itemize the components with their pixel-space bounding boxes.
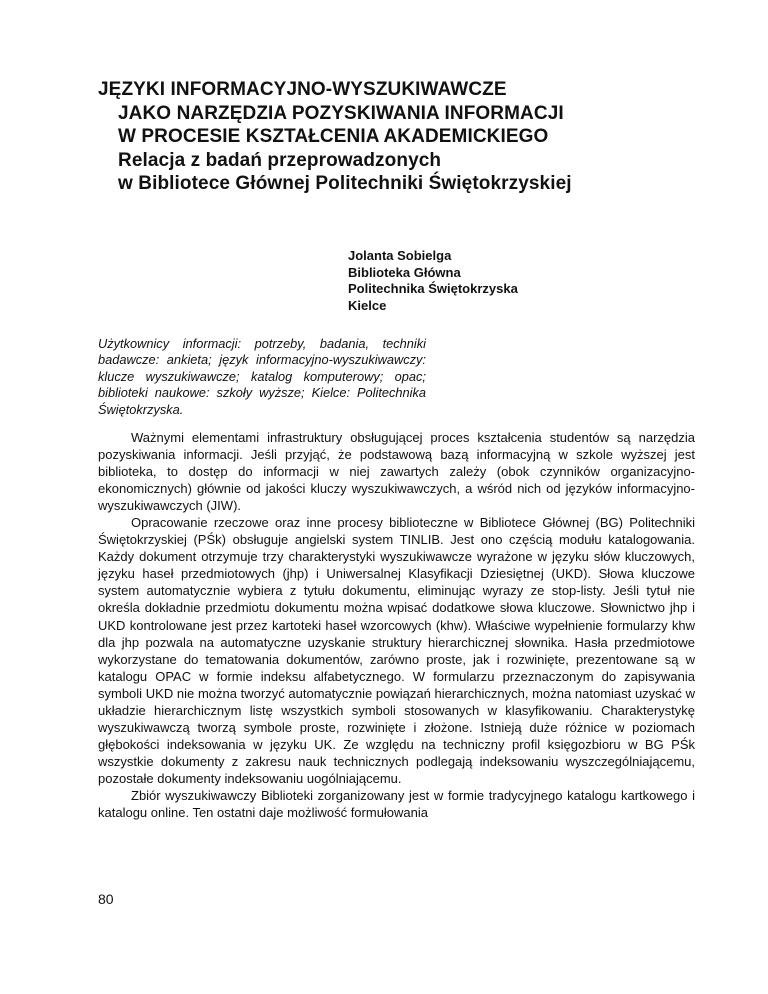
title-line: JĘZYKI INFORMACYJNO-WYSZUKIWAWCZE	[98, 79, 507, 100]
author-unit: Biblioteka Główna	[348, 264, 461, 280]
author-affiliation	[348, 248, 518, 314]
author-institution: Politechnika Świętokrzyska	[348, 281, 518, 296]
paragraph: Zbiór wyszukiwawczy Biblioteki zorganizowany jest w formie tradycyjnego katalogu kartkowego i katalogu online. Ten ostatni daje możliwość formułowania	[98, 787, 695, 821]
author-city: Kielce	[348, 297, 387, 313]
title-line: JAKO NARZĘDZIA POZYSKIWANIA INFORMACJI	[118, 102, 564, 124]
subtitle-line: w Bibliotece Głównej Politechniki Świętokrzyskiej	[118, 173, 572, 194]
keywords-abstract: Użytkownicy informacji: potrzeby, badania, techniki badawcze: ankieta; język informacyjno-wyszukiwawczy: klucze wyszukiwawcze; katalog komputerowy; opac; biblioteki naukowe: szkoły wyższe; Kielce: Politechnika Świętokrzyska.	[98, 336, 426, 417]
body-text	[98, 429, 695, 821]
title-line: W PROCESIE KSZTAŁCENIA AKADEMICKIEGO	[118, 126, 549, 147]
subtitle-line: Relacja z badań przeprowadzonych	[118, 149, 442, 171]
author-name: Jolanta Sobielga	[348, 248, 452, 263]
page-number: 80	[98, 891, 114, 907]
paragraph: Ważnymi elementami infrastruktury obsługującej proces kształcenia studentów są narzędzia pozyskiwania informacji. Jeśli przyjąć, że podstawową bazą informacyjną w szkole wyższej jest biblioteka, to dostęp do informacji w niej zawartych zależy (obok czynników organizacyjno-ekonomicznych) głównie od jakości kluczy wyszukiwawczych, a wśród nich od języków informacyjno-wyszukiwawczych (JIW).	[98, 430, 695, 514]
article-title	[98, 78, 738, 196]
paragraph: Opracowanie rzeczowe oraz inne procesy biblioteczne w Bibliotece Głównej (BG) Politechniki Świętokrzyskiej (PŚk) obsługuje angielski system TINLIB. Jest ono częścią modułu katalogowania. Każdy dokument otrzymuje trzy charakterystyki wyszukiwawcze wyrażone w języku słów kluczowych, języku haseł przedmiotowych (jhp) i Uniwersalnej Klasyfikacji Dziesiętnej (UKD). Słowa kluczowe system automatycznie wybiera z tytułu dokumentu, eliminując wyrazy ze stop-listy. Jeśli tytuł nie określa dokładnie przedmiotu dokumentu można wpisać dodatkowe słowa kluczowe. Słownictwo jhp i UKD kontrolowane jest przez kartoteki haseł wzorcowych (khw). Właściwe wypełnienie formularzy khw dla jhp pozwala na automatyczne uzyskanie struktury hierarchicznej słownika. Hasła przedmiotowe wykorzystane do tematowania dokumentów, zarówno proste, jak i rozwinięte, prezentowane są w katalogu OPAC w formie indeksu alfabetycznego. W formularzu przeznaczonym do zapisywania symboli UKD nie można tworzyć automatycznie powiązań hierarchicznych, można natomiast uzyskać w układzie hierarchicznym listę wszystkich symboli stosowanych w klasyfikowaniu. Charakterystykę wyszukiwawczą tworzą symbole proste, rozwinięte i złożone. Istnieją duże różnice w poziomach głębokości indeksowania w języku UK. Ze względu na techniczny profil księgozbioru w BG PŚk wszystkie dokumenty z zakresu nauk technicznych podlegają indeksowaniu wyszczególniającemu, pozostałe dokumenty indeksowaniu uogólniającemu.	[98, 515, 695, 786]
